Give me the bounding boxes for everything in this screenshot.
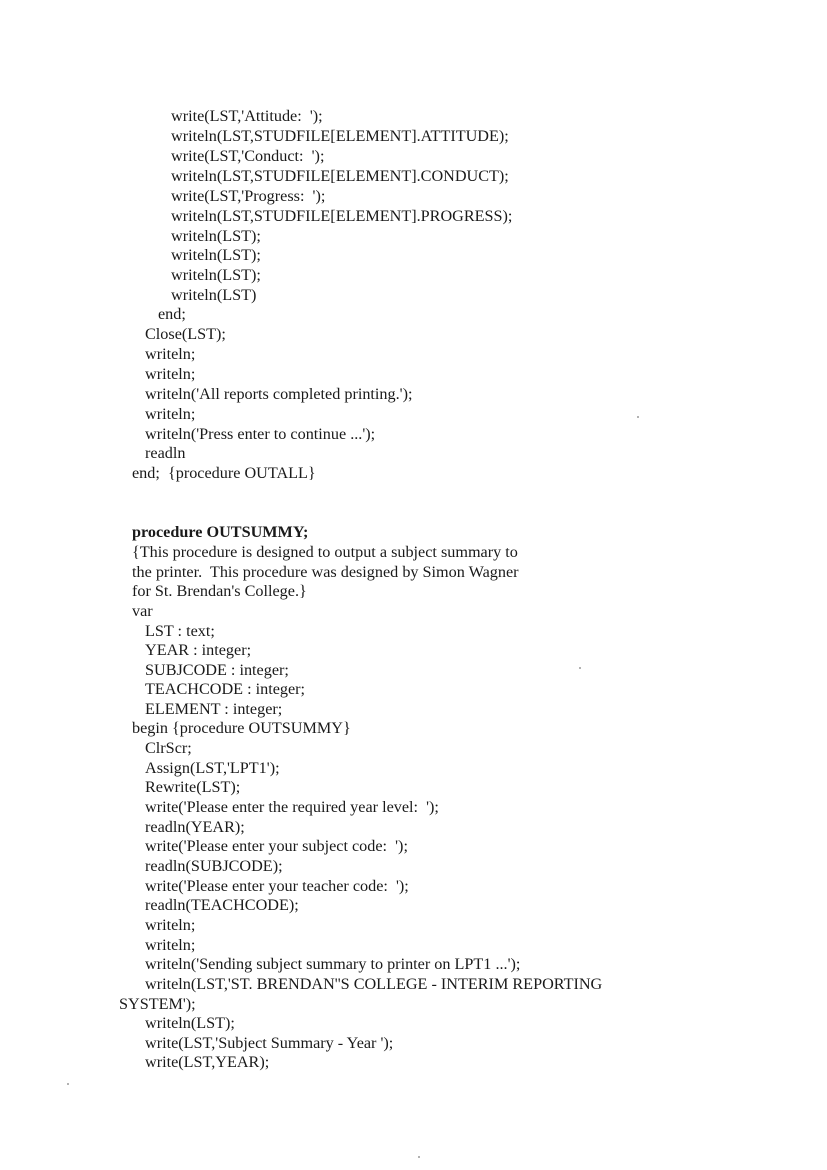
code-line: readln(SUBJCODE); xyxy=(145,857,283,875)
code-line: writeln('Press enter to continue ...'); xyxy=(145,425,376,443)
procedure-keyword: procedure xyxy=(132,523,207,541)
code-line: writeln('All reports completed printing.'); xyxy=(145,385,413,403)
scan-speck xyxy=(67,1083,69,1085)
comment-line: for St. Brendan's College.} xyxy=(132,582,307,600)
procedure-heading xyxy=(132,522,308,542)
code-line: end; {procedure OUTALL} xyxy=(132,464,316,482)
code-line: readln(YEAR); xyxy=(145,818,245,836)
code-line: writeln('Sending subject summary to printer on LPT1 ...'); xyxy=(145,955,521,973)
code-line: end; xyxy=(158,305,186,323)
code-line: write(LST,'Subject Summary - Year '); xyxy=(145,1034,394,1052)
code-line: write('Please enter the required year level: '); xyxy=(145,798,439,816)
code-line: Assign(LST,'LPT1'); xyxy=(145,759,280,777)
code-line: writeln; xyxy=(145,345,196,363)
code-line: write('Please enter your teacher code: '); xyxy=(145,877,409,895)
scan-speck xyxy=(579,667,581,669)
code-line: writeln(LST,STUDFILE[ELEMENT].CONDUCT); xyxy=(171,167,509,185)
scan-speck xyxy=(418,1156,420,1158)
code-line: TEACHCODE : integer; xyxy=(145,680,306,698)
code-line: YEAR : integer; xyxy=(145,641,252,659)
code-line: write(LST,'Conduct: '); xyxy=(171,147,325,165)
code-line: begin {procedure OUTSUMMY} xyxy=(132,719,351,737)
code-line: readln(TEACHCODE); xyxy=(145,896,299,914)
code-line: writeln(LST); xyxy=(171,246,261,264)
code-line: writeln(LST,STUDFILE[ELEMENT].PROGRESS); xyxy=(171,207,513,225)
code-line: write(LST,'Attitude: '); xyxy=(171,107,323,125)
code-line: writeln(LST,'ST. BRENDAN''S COLLEGE - INTERIM REPORTING xyxy=(145,975,603,993)
code-line: write('Please enter your subject code: '); xyxy=(145,837,408,855)
code-line: writeln(LST); xyxy=(171,266,261,284)
comment-line: the printer. This procedure was designed by Simon Wagner xyxy=(132,563,519,581)
procedure-name: OUTSUMMY; xyxy=(206,523,309,541)
code-line: var xyxy=(132,602,153,620)
code-line: write(LST,'Progress: '); xyxy=(171,187,326,205)
code-line: ClrScr; xyxy=(145,739,192,757)
code-line: Rewrite(LST); xyxy=(145,778,241,796)
scan-speck xyxy=(637,416,639,418)
code-line: Close(LST); xyxy=(145,325,226,343)
code-line: writeln(LST); xyxy=(171,227,261,245)
code-line: writeln; xyxy=(145,916,196,934)
code-line: readln xyxy=(145,444,186,462)
code-line: writeln(LST) xyxy=(171,286,257,304)
code-line: writeln; xyxy=(145,405,196,423)
code-line: SYSTEM'); xyxy=(119,995,196,1013)
code-line: writeln(LST,STUDFILE[ELEMENT].ATTITUDE); xyxy=(171,127,509,145)
code-line: write(LST,YEAR); xyxy=(145,1053,270,1071)
code-line: writeln(LST); xyxy=(145,1014,235,1032)
code-line: ELEMENT : integer; xyxy=(145,700,283,718)
comment-line: {This procedure is designed to output a subject summary to xyxy=(132,543,518,561)
code-line: writeln; xyxy=(145,365,196,383)
code-line: LST : text; xyxy=(145,622,215,640)
code-line: SUBJCODE : integer; xyxy=(145,661,289,679)
code-line: writeln; xyxy=(145,936,196,954)
